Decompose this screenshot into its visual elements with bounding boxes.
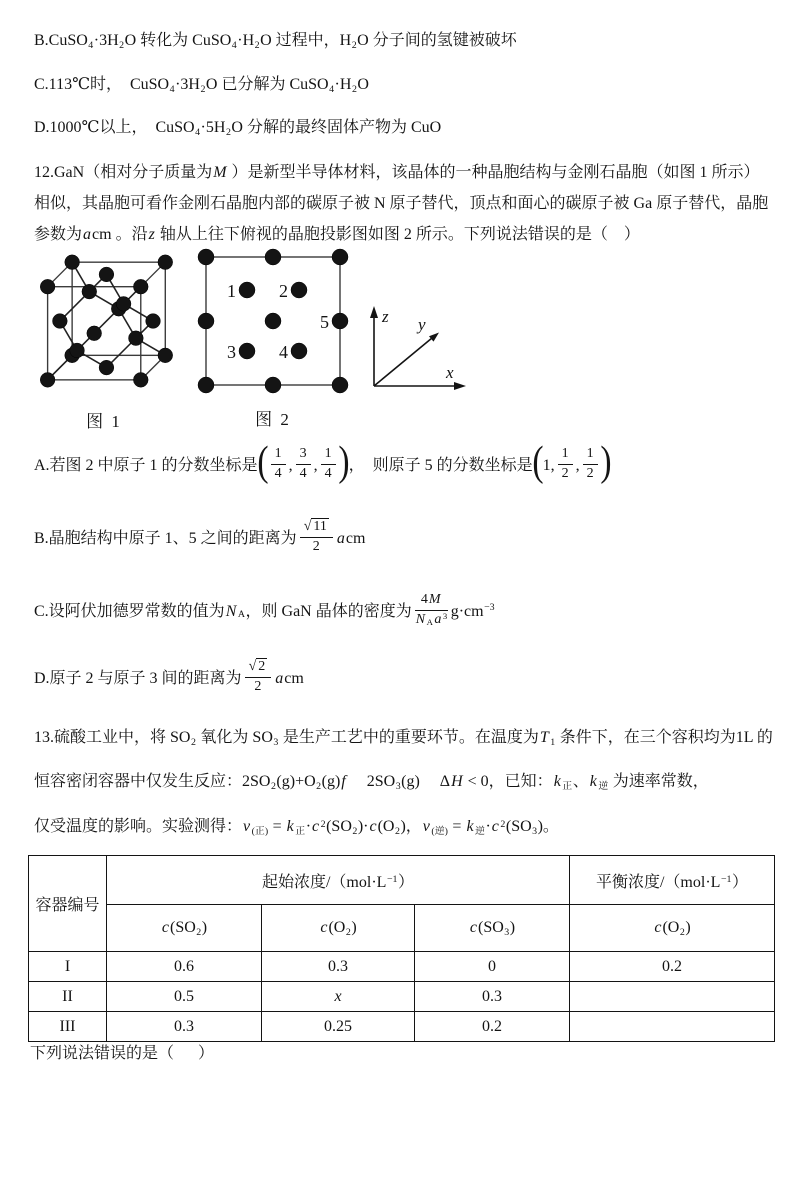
axis-label-y: y xyxy=(418,315,426,334)
q12-option-d: D.原子 2 与原子 3 间的距离为 $\frac{√ 2}{2}$ a cm xyxy=(34,659,304,694)
table-subheader-co2: c(O2) xyxy=(262,905,415,952)
table-subheader-cso3: c(SO3) xyxy=(415,905,570,952)
q13-concentration-table xyxy=(28,855,775,1042)
cell: 0.3 xyxy=(107,1012,262,1042)
table-header-container-id: 容器编号 xyxy=(29,856,107,952)
xyz-axes-icon xyxy=(360,300,475,392)
axis-label-x: x xyxy=(446,363,454,382)
atom-label-1: 1 xyxy=(227,281,236,301)
cell xyxy=(570,982,775,1012)
q12-option-b: B.晶胞结构中原子 1、5 之间的距离为 $\frac{√ 11}{2}$ a cm xyxy=(34,519,366,554)
row-label: II xyxy=(29,982,107,1012)
figure1-caption: 图 1 xyxy=(86,412,122,431)
figure2-caption: 图 2 xyxy=(255,410,291,429)
figure2-projection xyxy=(192,247,354,430)
table-row xyxy=(29,952,775,982)
table-subheader-co2-eq: c(O2) xyxy=(570,905,775,952)
q12-stem-line2: 相似，其晶胞可看作金刚石晶胞内部的碳原子被 N 原子替代，顶点和面心的碳原子被 Ga 原子替代，晶胞 xyxy=(34,195,769,212)
table-row xyxy=(29,1012,775,1042)
atom-label-5: 5 xyxy=(320,312,329,332)
q12-stem-line1: 12.GaN（相对分子质量为M ）是新型半导体材料，该晶体的一种晶胞结构与金刚石晶胞（如图 1 所示） xyxy=(34,164,760,181)
cell: 0.25 xyxy=(262,1012,415,1042)
q12-option-c: C.设阿伏加德罗常数的值为 N A ，则 GaN 晶体的密度为 $\frac{4M}{N A a ^3}$ g·cm −3 xyxy=(34,592,495,627)
cell: 0.6 xyxy=(107,952,262,982)
axis-label-z: z xyxy=(382,307,389,326)
table-row xyxy=(29,982,775,1012)
row-label: III xyxy=(29,1012,107,1042)
atom-label-2: 2 xyxy=(279,281,288,301)
cell: 0 xyxy=(415,952,570,982)
table-header-equilibrium-conc: 平衡浓度$/(mol\cdot L^{-1})$ xyxy=(570,856,775,905)
cell: 0.3 xyxy=(262,952,415,982)
cell: 0.3 xyxy=(415,982,570,1012)
q11-option-d: D.1000℃以上， CuSO4·5H2O 分解的最终固体产物为 CuO xyxy=(34,119,442,138)
q11-option-c: C.113℃时， CuSO4·3H2O 已分解为 CuSO4·H2O xyxy=(34,76,369,95)
q13-footer-question: 下列说法错误的是（ ） xyxy=(30,1045,215,1062)
q12-option-a: A.若图 2 中原子 1 的分数坐标是 ( $\frac{1}{4}$ , $\frac{3}{4}$ , $\frac{1}{4}$ ) ， 则原子 5 的分数坐标是 ( 1, $\frac{1}{2}$ , $\frac{1}{2}$ ) xyxy=(34,439,612,486)
atom-label-3: 3 xyxy=(227,342,236,362)
table-header-initial-conc: 起始浓度$/(mol\cdot L^{-1})$ xyxy=(107,856,570,905)
table-subheader-cso2: c(SO2) xyxy=(107,905,262,952)
q13-stem-line2: 恒容密闭容器中仅发生反应：2SO2(g)+O2(g)f 2SO3(g) ΔH < 0，已知：k 正、k 逆 为速率常数， xyxy=(34,773,709,792)
row-label: I xyxy=(29,952,107,982)
atom-label-4: 4 xyxy=(279,342,288,362)
projection-drawing xyxy=(192,247,354,395)
cell: 0.2 xyxy=(415,1012,570,1042)
cell: 0.2 xyxy=(570,952,775,982)
q13-stem-line3: 仅受温度的影响。实验测得：v (正) = k 正·c $^2$(SO2)·c(O2)，v (逆) = k 逆·c $^2$(SO3)。 xyxy=(34,818,559,837)
q12-stem-line3: 参数为acm 。沿z 轴从上往下俯视的晶胞投影图如图 2 所示。下列说法错误的是（ ） xyxy=(34,226,640,243)
figure1-unit-cell xyxy=(28,247,180,432)
cell xyxy=(570,1012,775,1042)
cell: x xyxy=(262,982,415,1012)
q13-stem-line1: 13.硫酸工业中，将 SO2 氧化为 SO3 是生产工艺中的重要环节。在温度为T 1 条件下，在三个容积均为1L 的 xyxy=(34,729,773,748)
q11-option-b: B.CuSO4·3H2O 转化为 CuSO4·H2O 过程中，H2O 分子间的氢键被破坏 xyxy=(34,32,517,51)
diamond-cell-drawing xyxy=(28,247,180,397)
axes-legend xyxy=(360,300,475,397)
cell: 0.5 xyxy=(107,982,262,1012)
